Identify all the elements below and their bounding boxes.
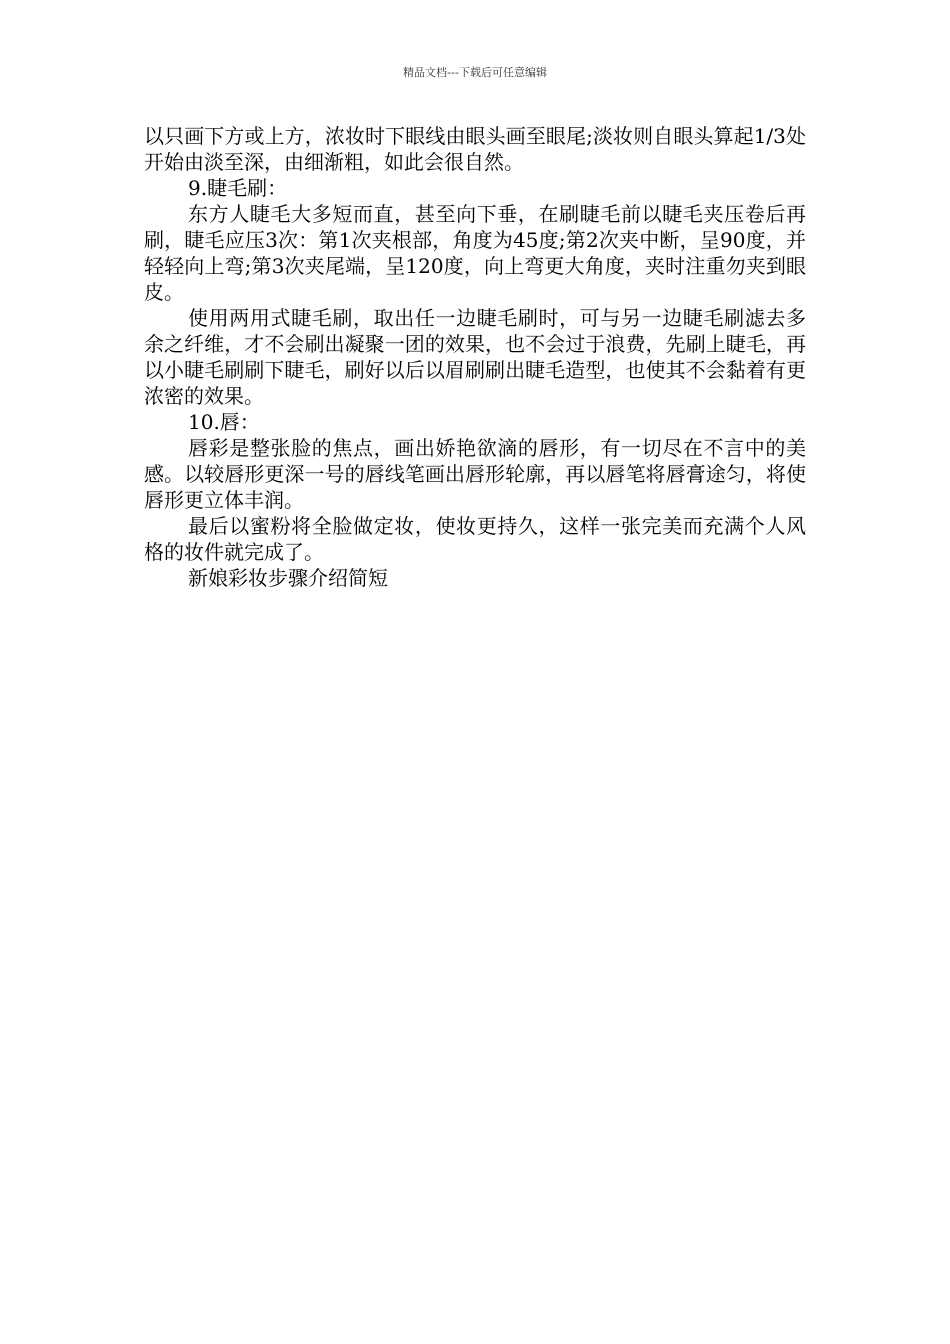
page-header: 精品文档---下载后可任意编辑 (403, 66, 547, 79)
heading-mascara: 9.睫毛刷： (188, 176, 288, 200)
paragraph-closing-title: 新娘彩妆步骤介绍简短 (188, 566, 388, 590)
heading-lips: 10.唇： (188, 410, 260, 434)
paragraph-mascara-curling: 东方人睫毛大多短而直，甚至向下垂，在刷睫毛前以睫毛夹压卷后再刷，睫毛应压3次：第1次夹根部，角度为45度;第2次夹中断，呈90度，并轻轻向上弯;第3次夹尾端，呈120度，向上弯更大角度，夹时注重勿夹到眼皮。 (144, 202, 806, 304)
paragraph-eyeliner-continued: 以只画下方或上方，浓妆时下眼线由眼头画至眼尾;淡妆则自眼头算起1/3处开始由淡至深，由细渐粗，如此会很自然。 (144, 124, 806, 174)
paragraph-lips: 唇彩是整张脸的焦点，画出娇艳欲滴的唇形，有一切尽在不言中的美感。以较唇形更深一号的唇线笔画出唇形轮廓，再以唇笔将唇膏途匀，将使唇形更立体丰润。 (144, 436, 806, 512)
paragraph-mascara-usage: 使用两用式睫毛刷，取出任一边睫毛刷时，可与另一边睫毛刷滤去多余之纤维，才不会刷出凝聚一团的效果，也不会过于浪费，先刷上睫毛，再以小睫毛刷刷下睫毛，刷好以后以眉刷刷出睫毛造型，也使其不会黏着有更浓密的效果。 (144, 306, 806, 408)
document-body (144, 123, 806, 591)
paragraph-setting-powder: 最后以蜜粉将全脸做定妆，使妆更持久，这样一张完美而充满个人风格的妆件就完成了。 (144, 514, 806, 564)
